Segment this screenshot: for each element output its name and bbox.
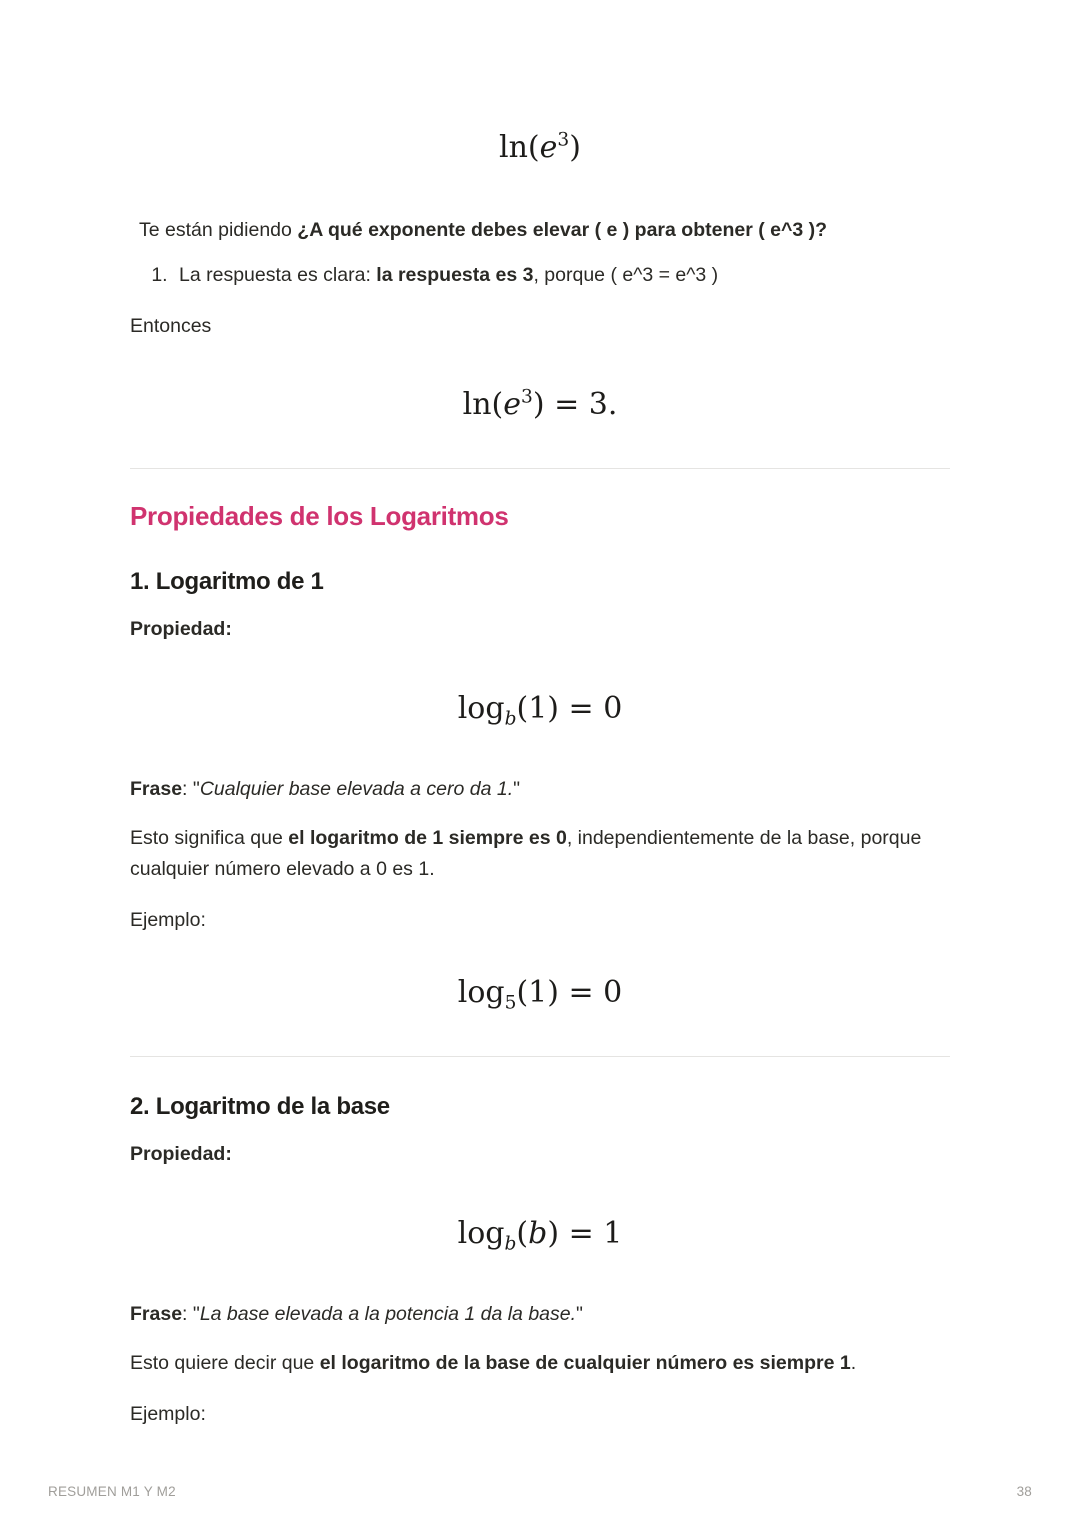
expl-normal-2: .: [850, 1351, 857, 1374]
formula-result: ) = 3.: [532, 387, 618, 423]
intro-text-bold: ¿A qué exponente debes elevar ( e ) para obtener ( e^3 )?: [297, 219, 828, 241]
formula-variable-e: e: [539, 130, 558, 165]
expl-normal-1: Esto significa que: [130, 826, 289, 849]
frase-line-1: [130, 774, 950, 805]
list-item-bold: la respuesta es 3: [376, 263, 534, 286]
formula-ln-e3: [130, 130, 950, 165]
list-item: [173, 260, 950, 291]
formula-exponent: 3: [521, 386, 533, 408]
intro-paragraph: [130, 215, 950, 246]
formula-open: (: [516, 1216, 529, 1252]
formula-base-subscript: b: [504, 1233, 517, 1255]
frase-post: ": [576, 1303, 583, 1326]
frase-label: Frase: [130, 1303, 183, 1326]
formula-variable-b: b: [528, 1216, 548, 1252]
frase-quote: La base elevada a la potencia 1 da la base.: [199, 1303, 577, 1326]
formula-function: log: [457, 1216, 505, 1252]
formula-base-subscript: 5: [504, 992, 517, 1014]
footer-document-title: RESUMEN M1 Y M2: [48, 1484, 176, 1499]
subsection-heading-logaritmo-de-1: 1. Logaritmo de 1: [130, 568, 324, 596]
expl-bold: el logaritmo de 1 siempre es 0: [288, 826, 567, 849]
ejemplo-label-2: Ejemplo:: [130, 1402, 206, 1425]
formula-ln-e3-equals-3: [130, 387, 950, 422]
ejemplo-label-1: Ejemplo:: [130, 908, 206, 931]
frase-pre: : ": [182, 1303, 200, 1326]
frase-line-2: [130, 1299, 950, 1330]
entonces-text: Entonces: [130, 314, 212, 337]
propiedad-label-2: Propiedad:: [130, 1143, 232, 1166]
answer-list: [130, 260, 950, 291]
footer-page-number: 38: [1016, 1484, 1032, 1499]
formula-result: ) = 1: [547, 1216, 623, 1252]
propiedad-label-1: Propiedad:: [130, 618, 232, 641]
expl-bold: el logaritmo de la base de cualquier número es siempre 1: [319, 1351, 851, 1374]
formula-rest: (1) = 0: [516, 691, 623, 727]
formula-close: ): [569, 130, 581, 165]
page-footer: [48, 1484, 1032, 1499]
formula-log-b-1: [130, 691, 950, 730]
formula-log-5-1: [130, 975, 950, 1014]
formula-function: log: [457, 975, 505, 1011]
formula-base-subscript: b: [504, 708, 517, 730]
frase-label: Frase: [130, 778, 183, 801]
explanation-paragraph-2: [130, 1348, 950, 1379]
formula-function: log: [457, 691, 505, 727]
formula-rest: (1) = 0: [516, 975, 623, 1011]
formula-variable-e: e: [503, 387, 521, 423]
subsection-heading-logaritmo-de-la-base: 2. Logaritmo de la base: [130, 1093, 390, 1121]
frase-pre: : ": [182, 778, 200, 801]
explanation-paragraph-1: [130, 823, 950, 885]
formula-exponent: 3: [557, 129, 570, 151]
formula-function: ln(: [499, 130, 540, 165]
expl-normal-1: Esto quiere decir que: [130, 1351, 320, 1374]
intro-text-normal: Te están pidiendo: [139, 219, 298, 241]
formula-function: ln(: [462, 387, 504, 423]
formula-log-b-b: [130, 1216, 950, 1255]
list-item-normal-2: , porque ( e^3 = e^3 ): [533, 263, 719, 286]
section-divider: [130, 468, 950, 469]
frase-quote: Cualquier base elevada a cero da 1.: [199, 778, 514, 801]
list-item-normal-1: La respuesta es clara:: [179, 263, 377, 286]
expl-normal-2: , independientemente de la base, porque cualquier número elevado a 0 es 1.: [130, 826, 922, 880]
section-heading-propiedades: Propiedades de los Logaritmos: [130, 501, 509, 532]
section-divider: [130, 1056, 950, 1057]
frase-post: ": [513, 778, 521, 801]
